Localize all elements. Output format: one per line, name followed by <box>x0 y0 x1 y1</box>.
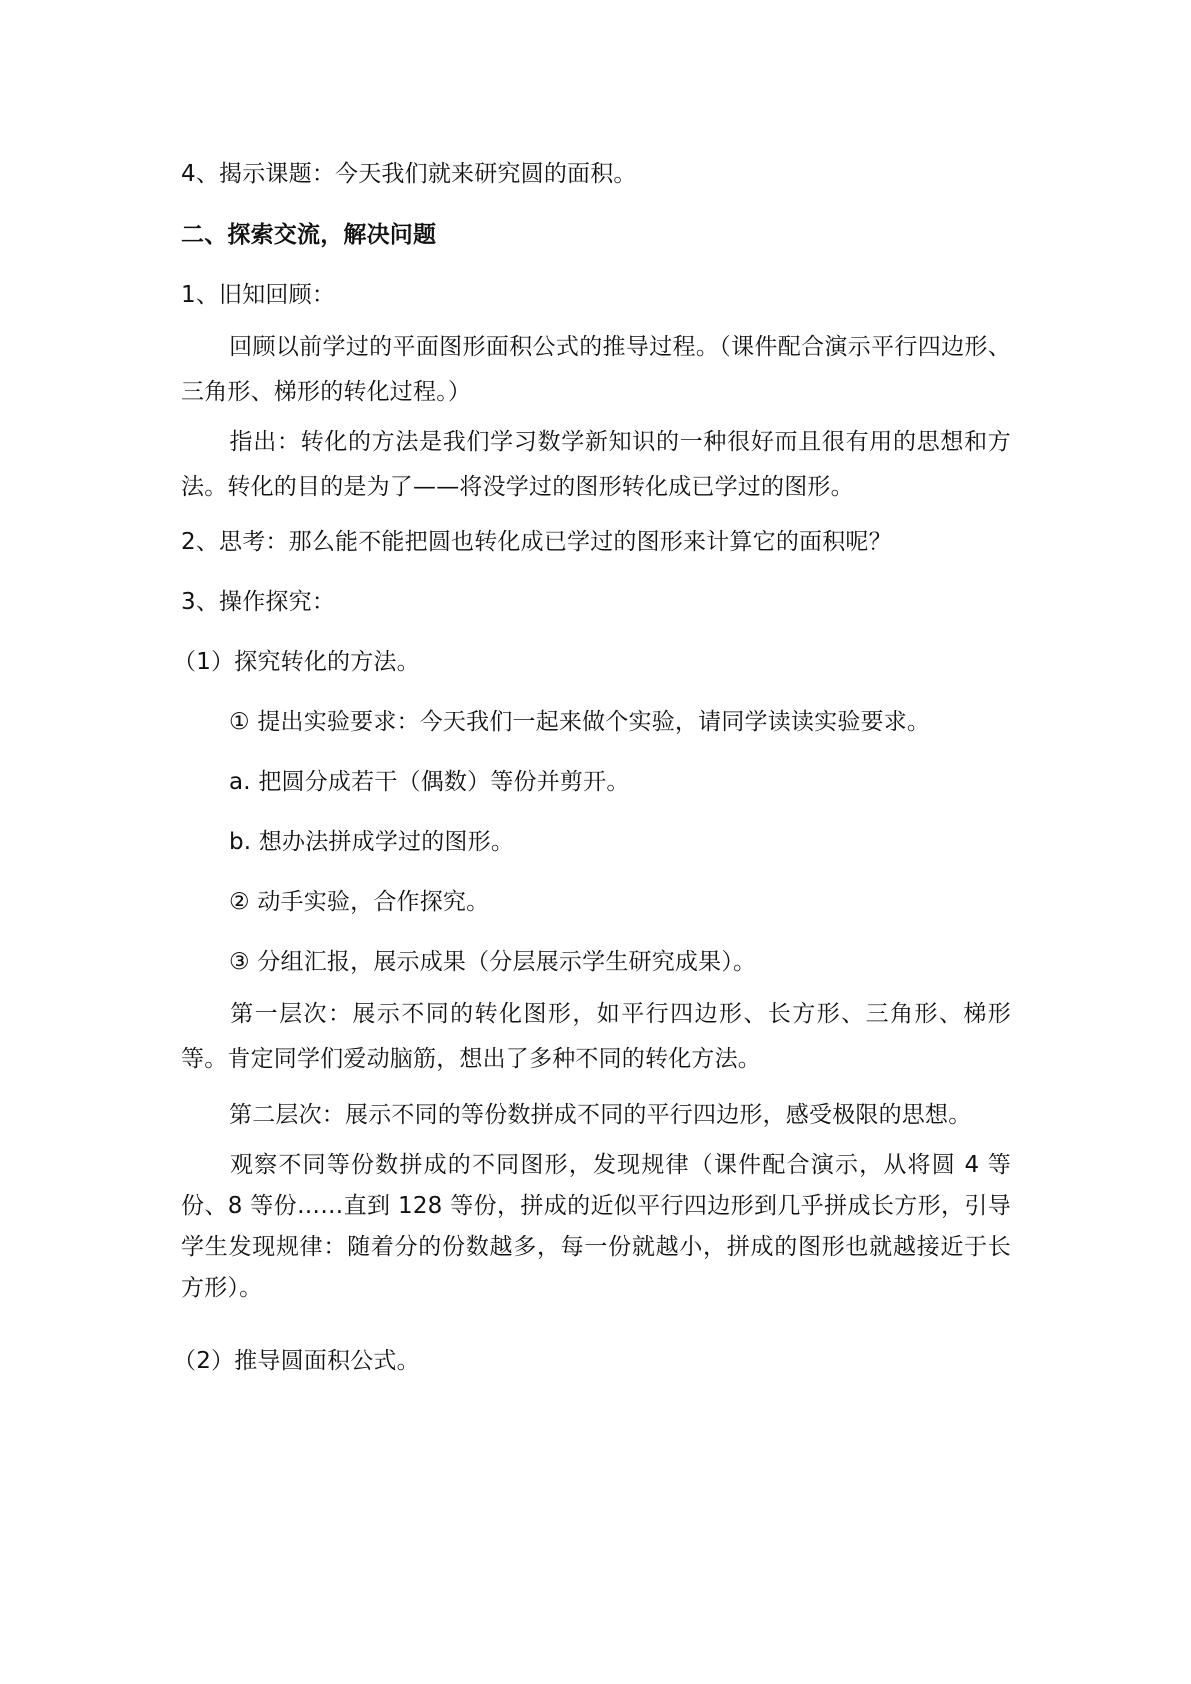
paragraph-observe-pattern-content: 观察不同等份数拼成的不同图形，发现规律（课件配合演示，从将圆 4 等份、8 等份……直到 128 等份，拼成的近似平行四边形到几乎拼成长方形，引导学生发现规律：随着分的份数越多，每一份就越小，拼成的图形也就越接近于长方形）。 <box>181 1152 1011 1301</box>
paragraph-first-level-content: 第一层次：展示不同的转化图形，如平行四边形、长方形、三角形、梯形等。肯定同学们爱动脑筋，想出了多种不同的转化方法。 <box>181 1001 1011 1072</box>
paragraph-point-out <box>181 420 1011 510</box>
second-level: 第二层次：展示不同的等份数拼成不同的平行四边形，感受极限的思想。 <box>229 1102 972 1128</box>
paragraph-first-level-text <box>181 992 1011 1082</box>
sub-step-2-derive-formula: （2）推导圆面积公式。 <box>173 1348 420 1374</box>
item-1-requirements: ① 提出实验要求：今天我们一起来做个实验，请同学读读实验要求。 <box>229 709 931 735</box>
paragraph-point-out-text <box>181 420 1011 510</box>
step-3-operate: 3、操作探究： <box>181 589 336 615</box>
section-heading-explore: 二、探索交流，解决问题 <box>181 222 437 248</box>
step-1-review: 1、旧知回顾： <box>181 282 336 308</box>
paragraph-review-formulas <box>181 325 1011 415</box>
step-4-reveal-topic: 4、揭示课题：今天我们就来研究圆的面积。 <box>181 161 637 187</box>
item-2-experiment: ② 动手实验，合作探究。 <box>229 889 490 915</box>
paragraph-observe-pattern <box>181 1145 1011 1309</box>
requirement-a: a. 把圆分成若干（偶数）等份并剪开。 <box>229 769 630 795</box>
paragraph-review-formulas-content: 回顾以前学过的平面图形面积公式的推导过程。（课件配合演示平行四边形、三角形、梯形的转化过程。） <box>181 334 1011 405</box>
sub-step-1-method: （1）探究转化的方法。 <box>173 649 420 675</box>
item-3-report: ③ 分组汇报，展示成果（分层展示学生研究成果）。 <box>229 949 757 975</box>
paragraph-review-formulas-text <box>181 325 1011 415</box>
paragraph-first-level <box>181 992 1011 1082</box>
step-2-think: 2、思考：那么能不能把圆也转化成已学过的图形来计算它的面积呢？ <box>181 529 892 555</box>
requirement-b: b. 想办法拼成学过的图形。 <box>229 829 515 855</box>
paragraph-point-out-content: 指出：转化的方法是我们学习数学新知识的一种很好而且很有用的思想和方法。转化的目的是为了——将没学过的图形转化成已学过的图形。 <box>181 429 1011 500</box>
paragraph-observe-pattern-text <box>181 1145 1011 1309</box>
